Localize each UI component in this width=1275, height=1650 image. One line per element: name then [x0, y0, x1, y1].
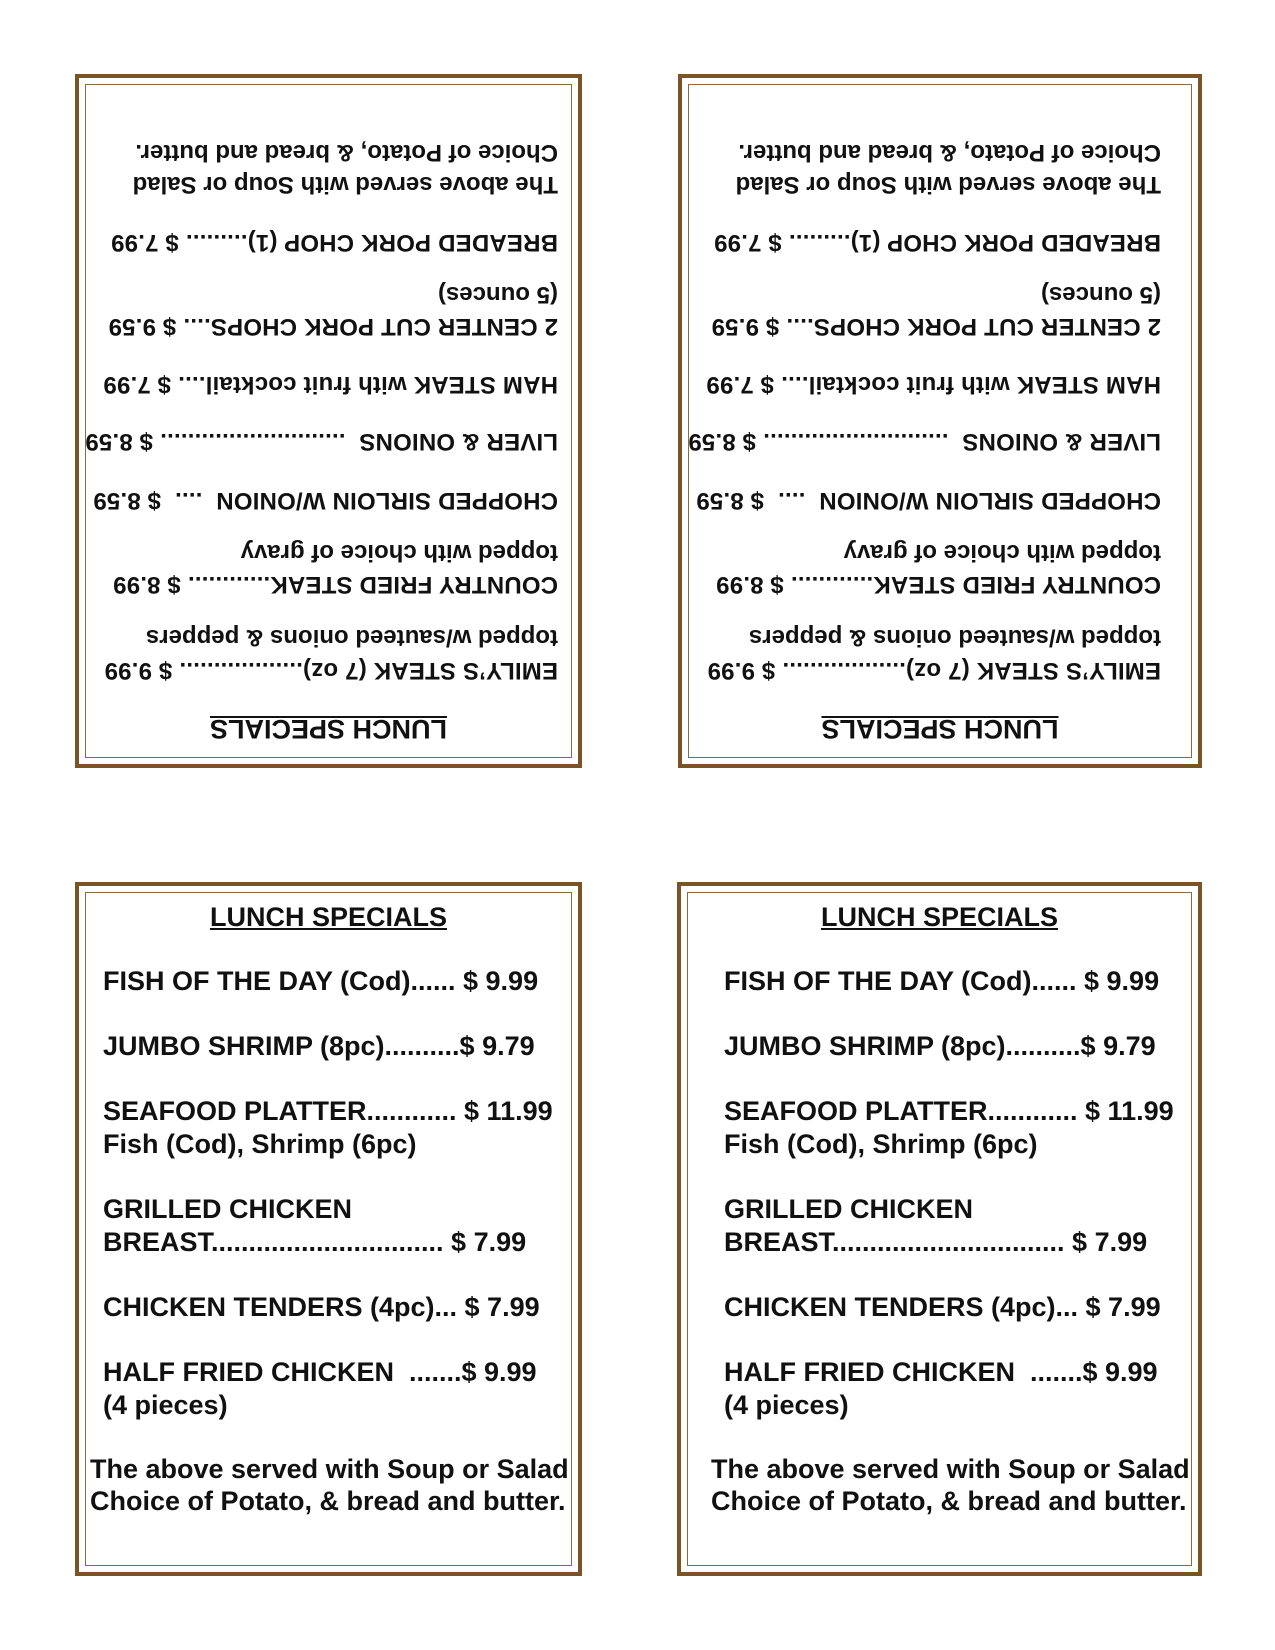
menu-item: CHICKEN TENDERS (4pc)... $ 7.99 — [724, 1292, 1161, 1322]
upside-down-content — [79, 78, 578, 764]
menu-item: FISH OF THE DAY (Cod)...... $ 9.99 — [103, 966, 539, 996]
menu-item: SEAFOOD PLATTER............ $ 11.99 — [724, 1096, 1174, 1126]
menu-item: LIVER & ONIONS ........................... $ 8.59 — [85, 428, 558, 455]
card-title: LUNCH SPECIALS — [821, 714, 1059, 744]
menu-item-note: (5 ounces) — [437, 281, 558, 308]
footer-line-1: The above served with Soup or Salad — [132, 171, 558, 198]
menu-item: CHICKEN TENDERS (4pc)... $ 7.99 — [103, 1292, 540, 1322]
menu-item: JUMBO SHRIMP (8pc)..........$ 9.79 — [724, 1031, 1156, 1061]
menu-item-note: topped w/sauteed onions & peppers — [145, 624, 558, 651]
menu-item: EMILY’S STEAK (7 oz).................. $ 9.99 — [104, 657, 558, 684]
menu-item-note: topped w/sauteed onions & peppers — [748, 624, 1161, 651]
menu-item-note: topped with choice of gravy — [240, 539, 558, 566]
menu-card-top-right — [678, 74, 1202, 768]
menu-item: BREADED PORK CHOP (1)......... $ 7.99 — [110, 229, 558, 256]
menu-item: HAM STEAK with fruit cocktail.... $ 7.99 — [706, 371, 1161, 398]
menu-item: HAM STEAK with fruit cocktail.... $ 7.99 — [103, 371, 558, 398]
menu-card-bottom-left — [75, 882, 582, 1576]
menu-item-note: BREAST............................... $ 7.99 — [103, 1227, 527, 1257]
menu-item: 2 CENTER CUT PORK CHOPS.... $ 9.59 — [108, 313, 558, 340]
footer-line-1: The above served with Soup or Salad — [711, 1454, 1190, 1484]
menu-item: LIVER & ONIONS ........................... $ 8.59 — [688, 428, 1161, 455]
menu-item-note: (4 pieces) — [724, 1390, 849, 1420]
menu-item: COUNTRY FRIED STEAK............ $ 8.99 — [715, 571, 1161, 598]
footer-line-2: Choice of Potato, & bread and butter. — [135, 139, 558, 166]
menu-item: GRILLED CHICKEN — [103, 1194, 352, 1224]
footer-line-1: The above served with Soup or Salad — [90, 1454, 569, 1484]
menu-card-top-left — [75, 74, 582, 768]
menu-item: COUNTRY FRIED STEAK............ $ 8.99 — [112, 571, 558, 598]
menu-item: 2 CENTER CUT PORK CHOPS.... $ 9.59 — [711, 313, 1161, 340]
menu-item: JUMBO SHRIMP (8pc)..........$ 9.79 — [103, 1031, 535, 1061]
footer-line-2: Choice of Potato, & bread and butter. — [738, 139, 1161, 166]
card-title: LUNCH SPECIALS — [820, 902, 1058, 932]
footer-line-1: The above served with Soup or Salad — [735, 171, 1161, 198]
card-title: LUNCH SPECIALS — [210, 714, 448, 744]
menu-item: BREADED PORK CHOP (1)......... $ 7.99 — [713, 229, 1161, 256]
menu-item: CHOPPED SIRLOIN W/ONION .... $ 8.59 — [696, 487, 1161, 514]
menu-item-note: Fish (Cod), Shrimp (6pc) — [724, 1129, 1038, 1159]
menu-item-note: (5 ounces) — [1040, 281, 1161, 308]
menu-item: FISH OF THE DAY (Cod)...... $ 9.99 — [724, 966, 1160, 996]
menu-item-note: BREAST............................... $ 7.99 — [724, 1227, 1148, 1257]
footer-line-2: Choice of Potato, & bread and butter. — [90, 1486, 566, 1516]
menu-item-note: topped with choice of gravy — [843, 539, 1161, 566]
menu-item: HALF FRIED CHICKEN .......$ 9.99 — [103, 1357, 537, 1387]
upside-down-content — [682, 78, 1198, 764]
footer-line-2: Choice of Potato, & bread and butter. — [711, 1486, 1187, 1516]
menu-item-note: Fish (Cod), Shrimp (6pc) — [103, 1129, 417, 1159]
menu-item: SEAFOOD PLATTER............ $ 11.99 — [103, 1096, 553, 1126]
menu-item: CHOPPED SIRLOIN W/ONION .... $ 8.59 — [93, 487, 558, 514]
menu-item-note: (4 pieces) — [103, 1390, 228, 1420]
menu-item: GRILLED CHICKEN — [724, 1194, 973, 1224]
card-title: LUNCH SPECIALS — [209, 902, 447, 932]
menu-item: HALF FRIED CHICKEN .......$ 9.99 — [724, 1357, 1158, 1387]
menu-item: EMILY’S STEAK (7 oz).................. $ 9.99 — [707, 657, 1161, 684]
menu-card-bottom-right — [677, 882, 1202, 1576]
